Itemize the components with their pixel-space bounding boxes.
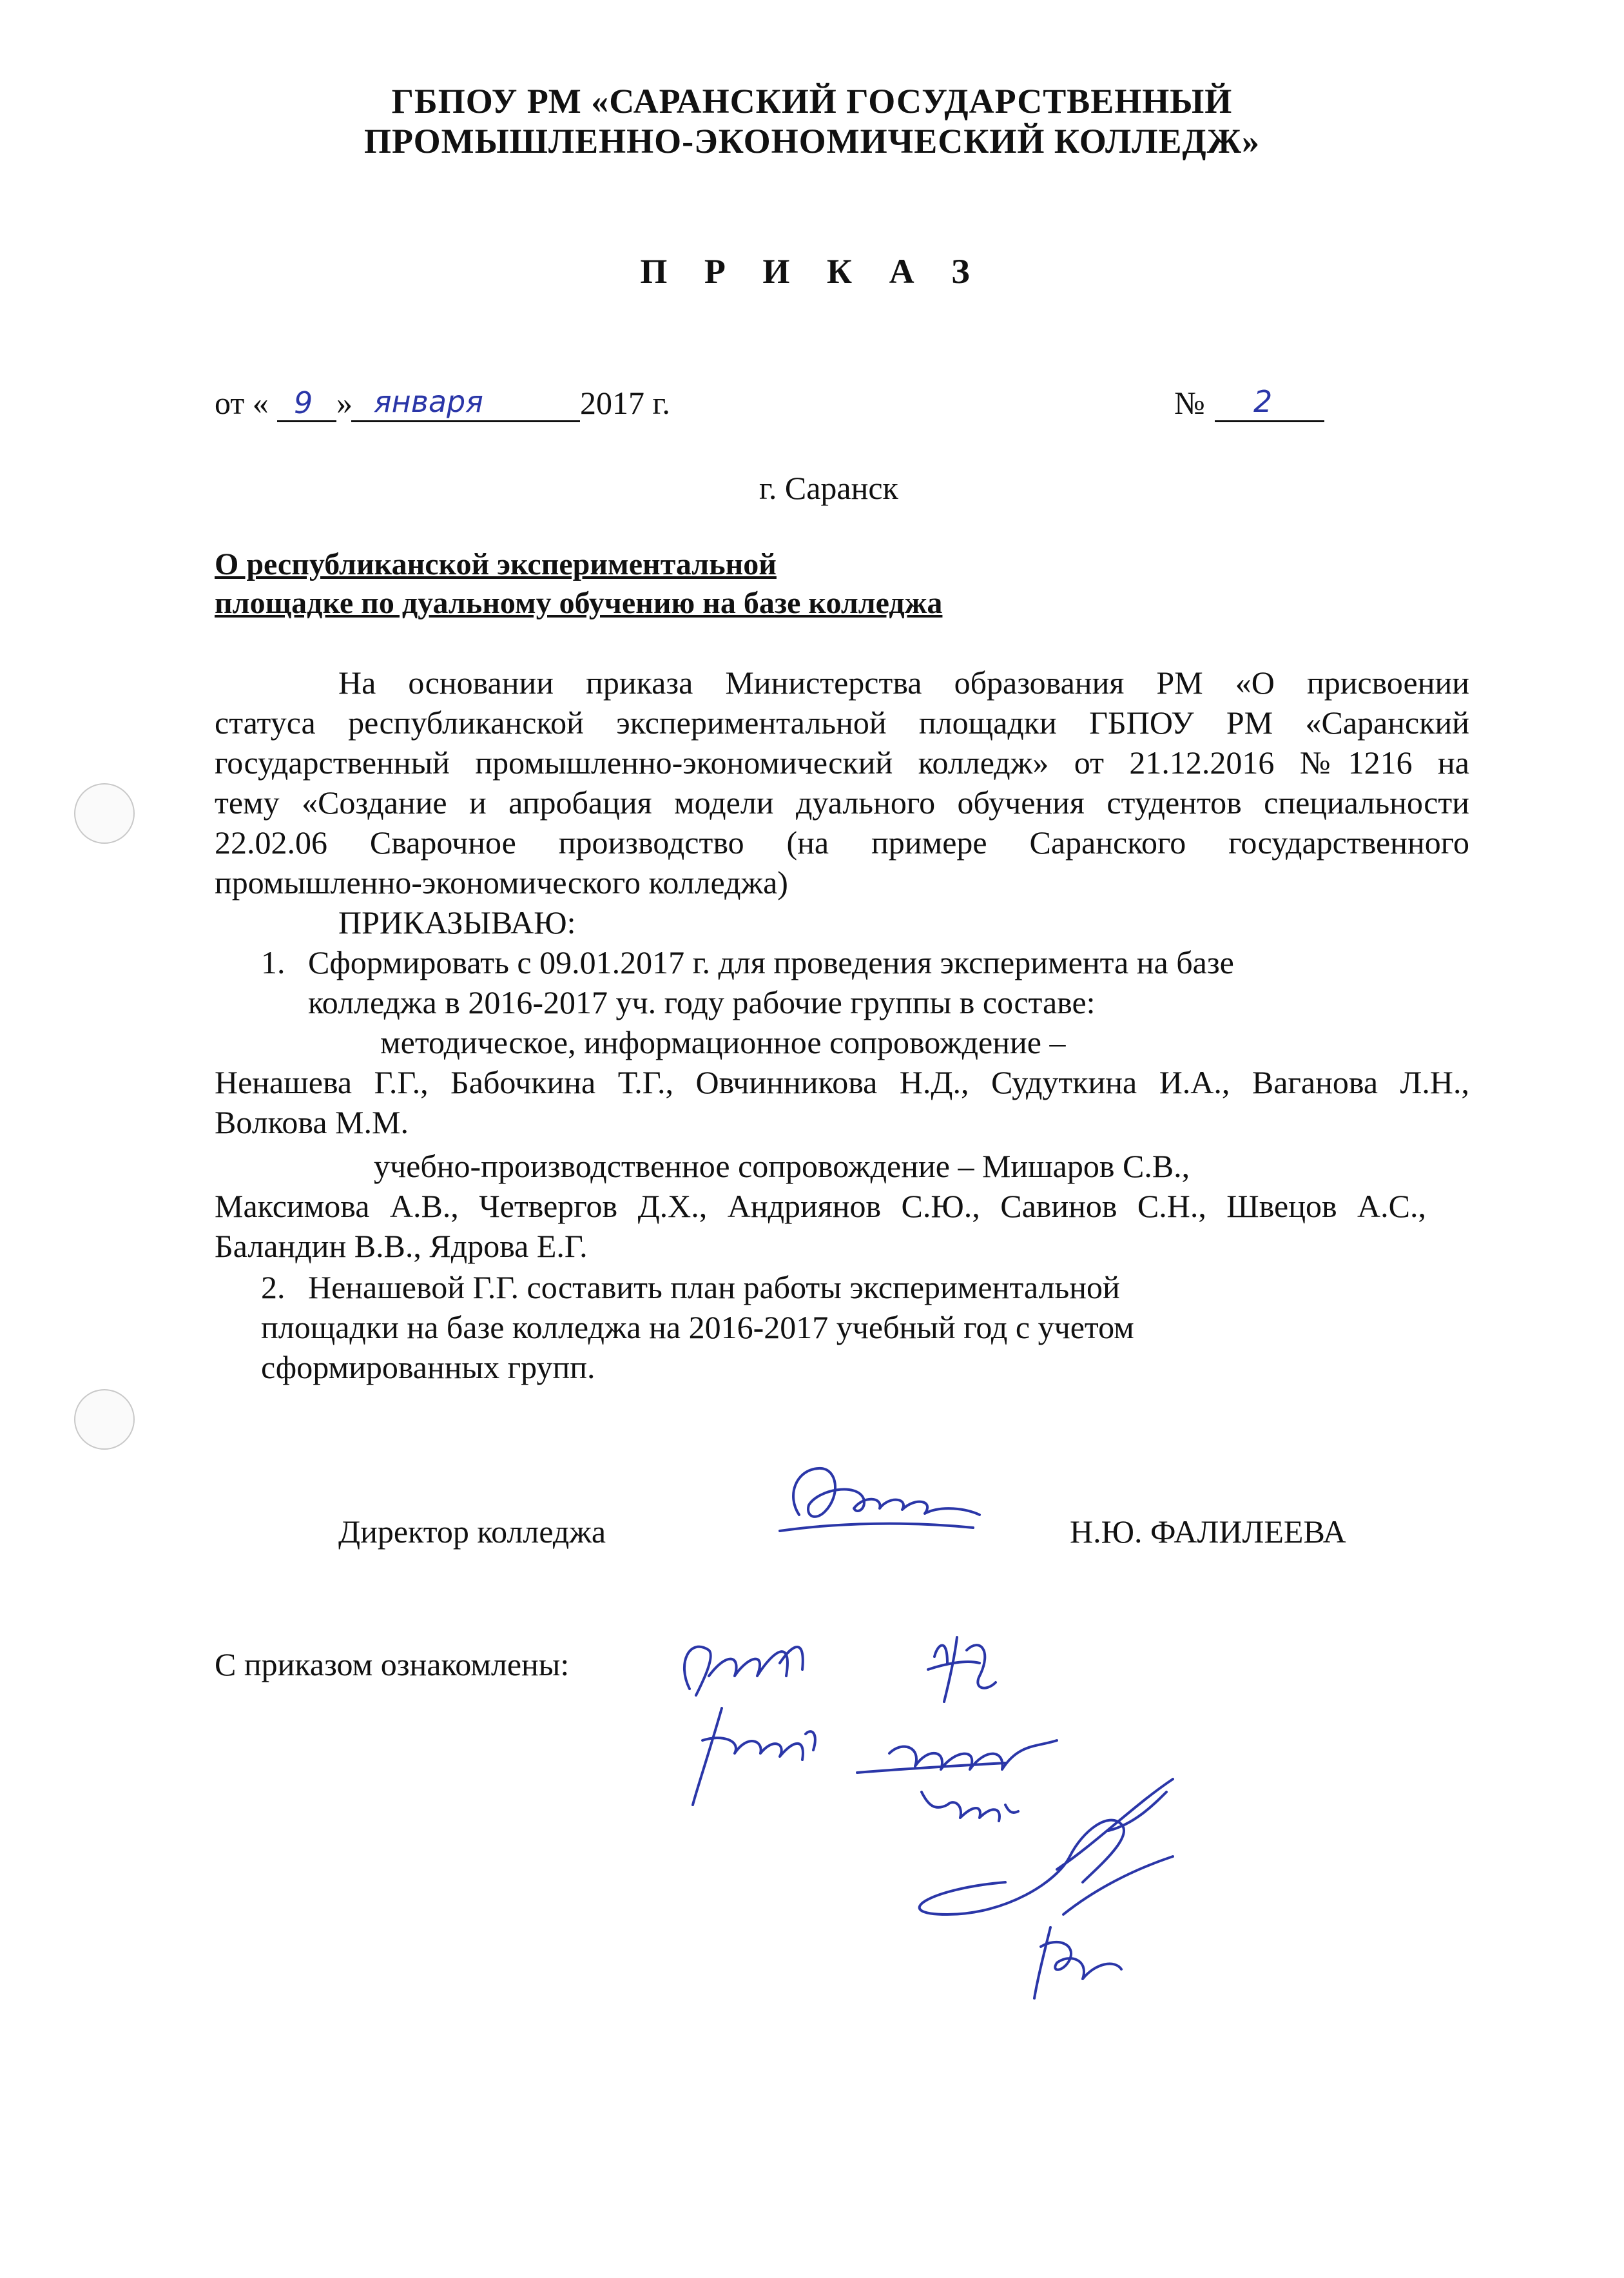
item1-line1: Сформировать с 09.01.2017 г. для проведения эксперимента на базе [308, 944, 1234, 980]
subject-line2: площадке по дуальному обучению на базе колледжа [215, 586, 943, 620]
date-month-underline [351, 420, 580, 422]
date-day: 9 [294, 385, 313, 420]
punch-hole-top [74, 783, 135, 844]
subject-line1: О республиканской экспериментальной [215, 547, 777, 581]
director-signature [760, 1444, 992, 1553]
acknowledgement-signatures [644, 1611, 1224, 2147]
number-value: 2 [1253, 384, 1273, 419]
group2-title: учебно-производственное сопровождение – Мишаров С.В., [374, 1148, 1190, 1184]
date-mid: » [336, 385, 353, 421]
acknowledged-label: С приказом ознакомлены: [215, 1646, 570, 1682]
item1-number: 1. [261, 944, 285, 980]
group1-title: методическое, информационное сопровождение – [380, 1024, 1066, 1060]
group1-members-line2: Волкова М.М. [215, 1104, 409, 1140]
punch-hole-bottom [74, 1389, 135, 1450]
body-line: статуса республиканской экспериментальной площадки ГБПОУ РМ «Саранский [215, 705, 1469, 741]
org-name-line1: ГБПОУ РМ «САРАНСКИЙ ГОСУДАРСТВЕННЫЙ [391, 82, 1233, 121]
date-month: января [374, 384, 483, 419]
item2-line1: Ненашевой Г.Г. составить план работы экспериментальной [308, 1269, 1120, 1305]
body-line: государственный промышленно-экономический колледж» от 21.12.2016 №1216 на [215, 745, 1469, 781]
number-underline [1215, 420, 1324, 422]
date-prefix: от « [215, 385, 269, 421]
group2-members-line2: Баландин В.В., Ядрова Е.Г. [215, 1228, 588, 1264]
order-word: ПРИКАЗЫВАЮ: [338, 904, 576, 940]
signatory-position: Директор колледжа [338, 1514, 606, 1550]
org-name-line2: ПРОМЫШЛЕННО-ЭКОНОМИЧЕСКИЙ КОЛЛЕДЖ» [363, 122, 1261, 161]
body-line: тему «Создание и апробация модели дуального обучения студентов специальности [215, 784, 1469, 821]
date-day-underline [277, 420, 336, 422]
number-label: № [1174, 385, 1205, 421]
group2-members-line1: Максимова А.В., Четвергов Д.Х., Андриянов С.Ю., Савинов С.Н., Швецов А.С., [215, 1188, 1426, 1224]
signatory-name: Н.Ю. ФАЛИЛЕЕВА [1070, 1514, 1346, 1550]
item2-line3: сформированных групп. [261, 1349, 595, 1385]
group1-members-line1: Ненашева Г.Г., Бабочкина Т.Г., Овчинникова Н.Д., Судуткина И.А., Ваганова Л.Н., [215, 1064, 1469, 1100]
document-type: П Р И К А З [640, 252, 984, 291]
item2-line2: площадки на базе колледжа на 2016-2017 учебный год с учетом [261, 1309, 1134, 1345]
date-year: 2017 г. [580, 385, 670, 421]
item2-number: 2. [261, 1269, 285, 1305]
city: г. Саранск [759, 470, 898, 506]
item1-line2: колледжа в 2016-2017 уч. году рабочие группы в составе: [308, 984, 1096, 1020]
body-line-last: промышленно-экономического колледжа) [215, 864, 788, 900]
body-line: 22.02.06 Сварочное производство (на примере Саранского государственного [215, 824, 1469, 861]
body-line: На основании приказа Министерства образования РМ «О присвоении [338, 665, 1469, 701]
